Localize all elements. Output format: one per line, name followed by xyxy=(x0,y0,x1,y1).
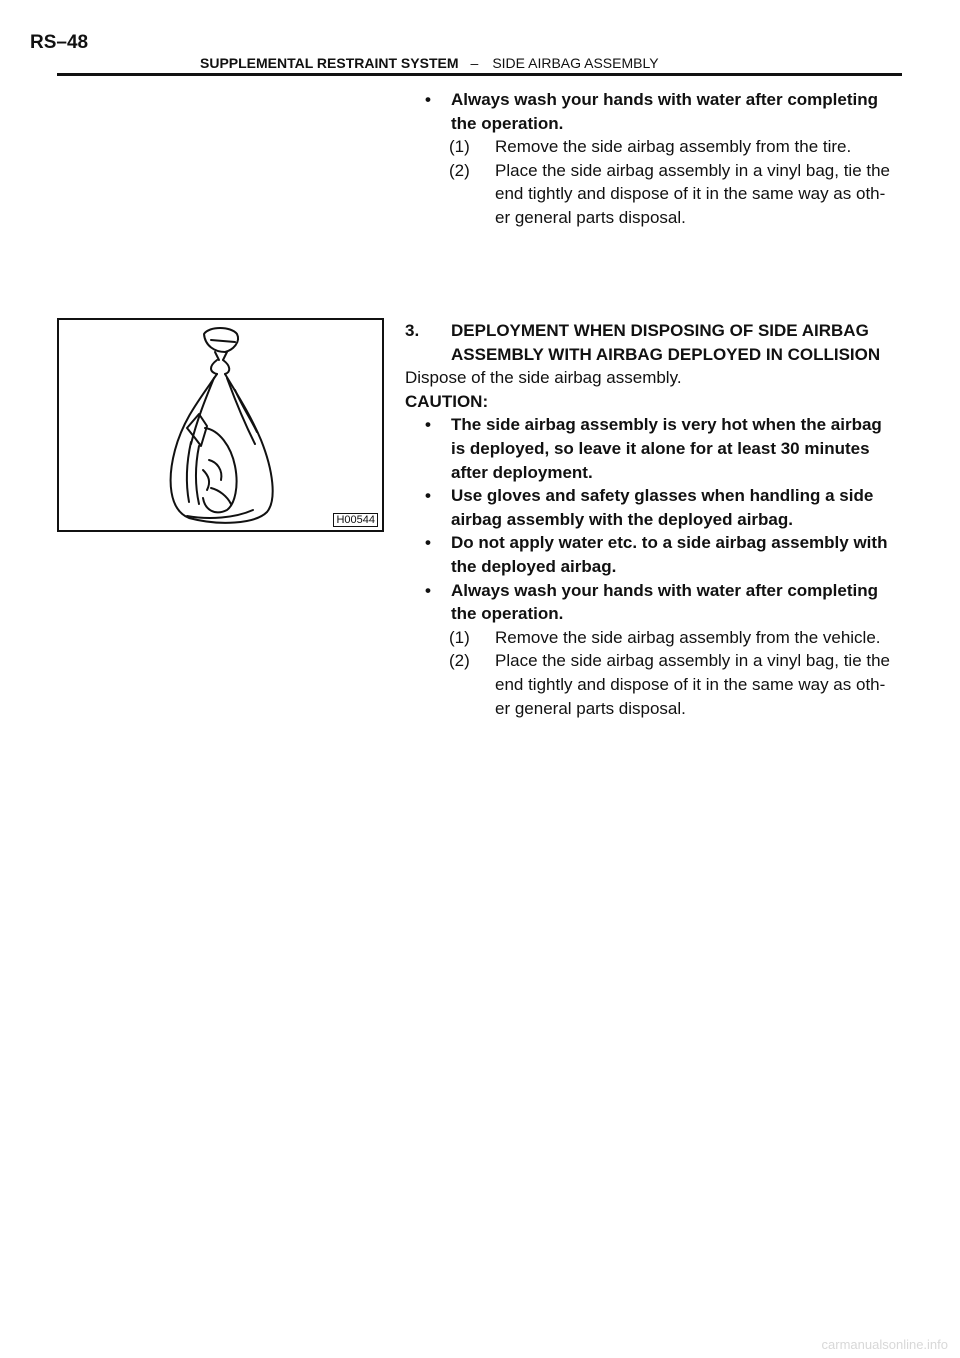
step-number: (1) xyxy=(449,137,470,157)
step-number: (1) xyxy=(449,627,470,647)
section-heading xyxy=(405,319,897,366)
bullet-text: The side airbag assembly is very hot when the airbag is deployed, so leave it alone for at least 30 minutes after deployment. xyxy=(451,415,882,482)
section-intro: Dispose of the side airbag assembly. xyxy=(405,368,682,388)
section-3 xyxy=(405,319,897,720)
bullet-item xyxy=(405,88,897,135)
caution-label: CAUTION: xyxy=(405,391,489,411)
step-item xyxy=(405,626,897,650)
figure-code: H00544 xyxy=(333,513,378,527)
step-number: (2) xyxy=(449,160,470,180)
bullet-dot: • xyxy=(425,580,431,600)
watermark: carmanualsonline.info xyxy=(821,1337,948,1352)
page-header xyxy=(200,55,659,71)
section-number: 3. xyxy=(405,321,420,340)
step-text: Remove the side airbag assembly from the tire. xyxy=(495,137,852,157)
bullet-text: Do not apply water etc. to a side airbag assembly with the deployed airbag. xyxy=(451,533,888,576)
bullet-dot: • xyxy=(425,415,431,435)
header-rule xyxy=(57,73,902,76)
bullet-text: Always wash your hands with water after completing the operation. xyxy=(451,580,878,624)
bullet-dot: • xyxy=(425,486,431,506)
page-number: RS–48 xyxy=(30,32,89,53)
step-item xyxy=(405,649,897,720)
bullet-item xyxy=(405,579,897,626)
bullet-text: Use gloves and safety glasses when handling a side airbag assembly with the deployed airbag. xyxy=(451,486,874,529)
step-number: (2) xyxy=(449,651,470,671)
bullet-item xyxy=(405,413,897,484)
vinyl-bag-illustration xyxy=(59,320,382,530)
header-separator: – xyxy=(470,55,479,71)
section-heading-text: DEPLOYMENT WHEN DISPOSING OF SIDE AIRBAG ASSEMBLY WITH AIRBAG DEPLOYED IN COLLISION xyxy=(451,321,881,364)
bullet-dot: • xyxy=(425,90,431,109)
step-text: Remove the side airbag assembly from the vehicle. xyxy=(495,627,881,647)
subsection-title: SIDE AIRBAG ASSEMBLY xyxy=(492,55,659,71)
bullet-dot: • xyxy=(425,533,431,553)
bullet-item xyxy=(405,531,897,578)
top-block xyxy=(405,88,897,230)
step-text: Place the side airbag assembly in a vinyl bag, tie the end tightly and dispose of it in the same way as oth- er general parts disposal. xyxy=(495,160,891,227)
figure-box xyxy=(57,318,384,532)
bullet-text: Always wash your hands with water after completing the operation. xyxy=(451,90,878,133)
step-text: Place the side airbag assembly in a vinyl bag, tie the end tightly and dispose of it in the same way as oth- er general parts disposal. xyxy=(495,651,891,718)
step-item xyxy=(405,135,897,159)
step-item xyxy=(405,159,897,230)
section-title: SUPPLEMENTAL RESTRAINT SYSTEM xyxy=(200,55,459,71)
bullet-item xyxy=(405,484,897,531)
